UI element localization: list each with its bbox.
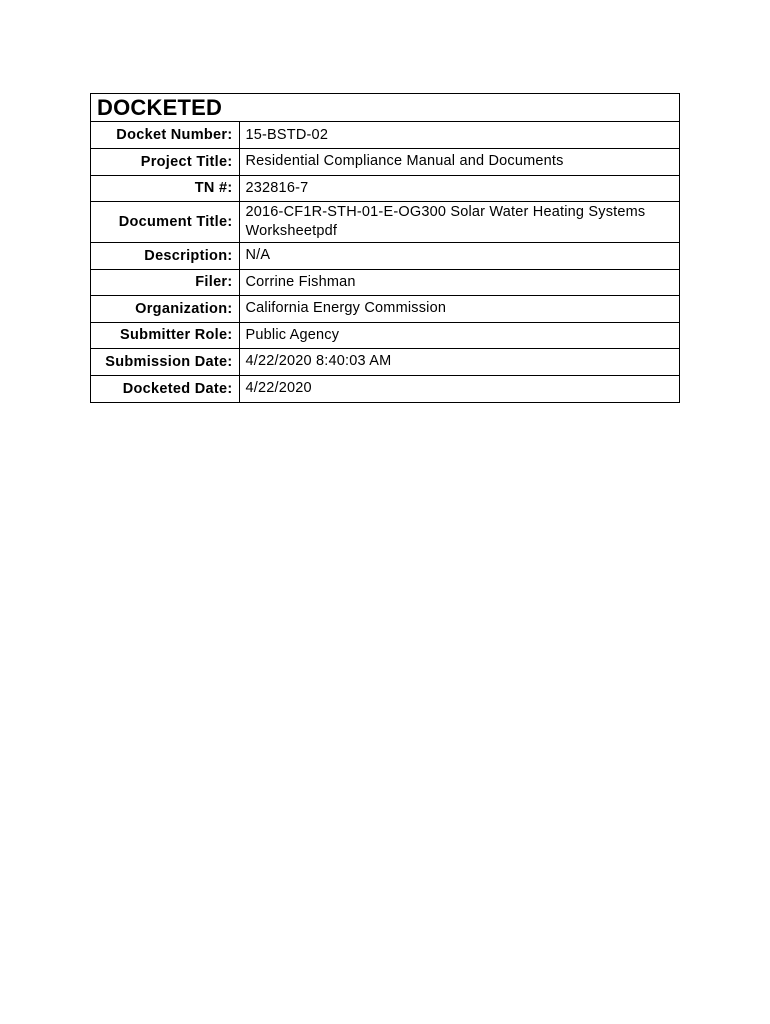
docket-number-value: 15-BSTD-02	[239, 122, 679, 149]
submission-date-value: 4/22/2020 8:40:03 AM	[239, 349, 679, 376]
docket-table	[91, 122, 679, 402]
docket-box	[90, 93, 680, 403]
submitter-role-value: Public Agency	[239, 322, 679, 349]
docket-header: DOCKETED	[91, 94, 679, 122]
tn-number-label: TN #:	[91, 175, 239, 202]
docket-number-label: Docket Number:	[91, 122, 239, 149]
filer-value: Corrine Fishman	[239, 269, 679, 296]
docketed-date-row	[91, 375, 679, 402]
project-title-label: Project Title:	[91, 149, 239, 176]
submitter-role-label: Submitter Role:	[91, 322, 239, 349]
description-row	[91, 243, 679, 270]
tn-number-row	[91, 175, 679, 202]
description-value: N/A	[239, 243, 679, 270]
document-title-label: Document Title:	[91, 202, 239, 243]
tn-number-value: 232816-7	[239, 175, 679, 202]
organization-label: Organization:	[91, 296, 239, 323]
submission-date-label: Submission Date:	[91, 349, 239, 376]
filer-row	[91, 269, 679, 296]
document-title-row	[91, 202, 679, 243]
docketed-date-value: 4/22/2020	[245, 380, 312, 396]
submitter-role-row	[91, 322, 679, 349]
submission-date-row	[91, 349, 679, 376]
organization-row	[91, 296, 679, 323]
docketed-date-label: Docketed Date:	[91, 375, 239, 402]
organization-value: California Energy Commission	[239, 296, 679, 323]
project-title-value: Residential Compliance Manual and Documents	[239, 149, 679, 176]
docket-number-row	[91, 122, 679, 149]
filer-label: Filer:	[91, 269, 239, 296]
project-title-row	[91, 149, 679, 176]
description-label: Description:	[91, 243, 239, 270]
document-title-value: 2016-CF1R-STH-01-E-OG300 Solar Water Heating Systems Worksheetpdf	[239, 202, 679, 243]
